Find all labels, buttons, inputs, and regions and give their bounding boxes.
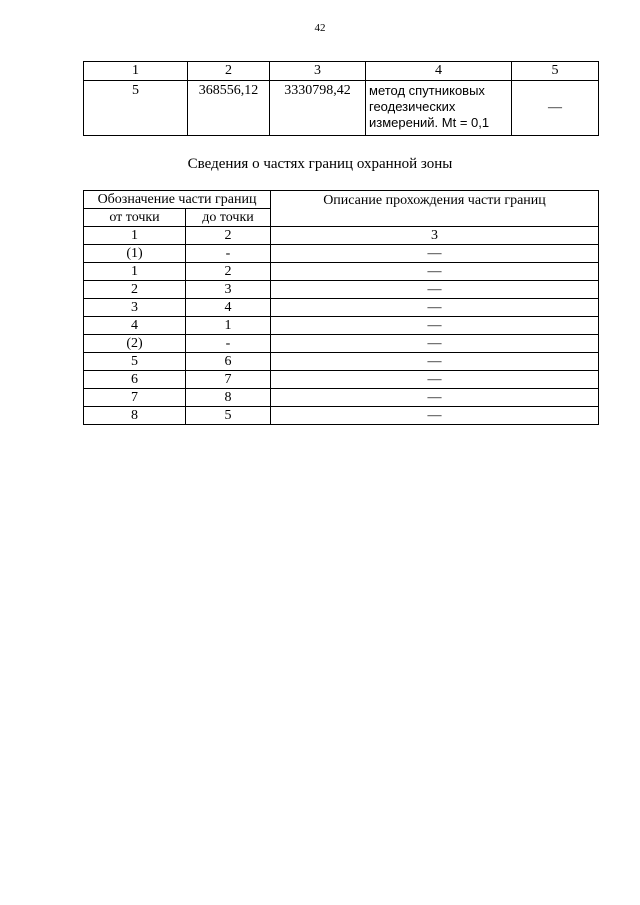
description-cell: —	[271, 281, 599, 299]
description-cell: —	[271, 335, 599, 353]
coordinates-data-row	[84, 81, 599, 136]
to-point-cell: 1	[186, 317, 271, 335]
from-point-cell: (2)	[84, 335, 186, 353]
boundary-desc-header: Описание прохождения части границ	[271, 191, 599, 227]
boundary-header-row-1	[84, 191, 599, 209]
to-point-cell: 8	[186, 389, 271, 407]
description-cell: —	[271, 299, 599, 317]
point-number-cell: 5	[84, 81, 188, 136]
from-point-cell: 4	[84, 317, 186, 335]
from-point-cell: 7	[84, 389, 186, 407]
boundary-parts-table	[83, 190, 599, 425]
to-point-cell: 7	[186, 371, 271, 389]
from-point-cell: 1	[84, 263, 186, 281]
table-row	[84, 263, 599, 281]
table-row	[84, 281, 599, 299]
from-point-cell: 2	[84, 281, 186, 299]
table-row	[84, 389, 599, 407]
description-cell: —	[271, 371, 599, 389]
description-cell: —	[271, 353, 599, 371]
to-point-cell: 3	[186, 281, 271, 299]
table-row	[84, 407, 599, 425]
from-point-cell: (1)	[84, 245, 186, 263]
table-row	[84, 335, 599, 353]
table-row	[84, 317, 599, 335]
method-line-2: геодезических	[369, 99, 456, 114]
from-point-cell: 6	[84, 371, 186, 389]
from-point-cell: 8	[84, 407, 186, 425]
table-row	[84, 299, 599, 317]
coordinates-col-3-header: 3	[270, 62, 366, 81]
section-title: Сведения о частях границ охранной зоны	[187, 156, 453, 172]
coordinates-col-1-header: 1	[84, 62, 188, 81]
method-cell	[366, 81, 512, 136]
col-number-2: 2	[186, 227, 271, 245]
coordinates-col-5-header: 5	[512, 62, 599, 81]
method-line-1: метод спутниковых	[369, 83, 485, 98]
method-line-3: измерений. Mt = 0,1	[369, 115, 490, 130]
to-point-cell: 6	[186, 353, 271, 371]
table-row	[84, 245, 599, 263]
boundary-group-header: Обозначение части границ	[84, 191, 271, 209]
page-number: 42	[314, 22, 326, 34]
description-cell: —	[271, 317, 599, 335]
from-point-cell: 5	[84, 353, 186, 371]
to-point-cell: -	[186, 245, 271, 263]
to-point-cell: 4	[186, 299, 271, 317]
col-number-1: 1	[84, 227, 186, 245]
coordinates-col-2-header: 2	[188, 62, 270, 81]
to-point-cell: -	[186, 335, 271, 353]
coordinates-table	[83, 61, 599, 136]
table-row	[84, 353, 599, 371]
coordinates-col-4-header: 4	[366, 62, 512, 81]
boundary-col-numbers-row	[84, 227, 599, 245]
description-cell: —	[271, 245, 599, 263]
from-point-header: от точки	[84, 209, 186, 227]
y-coordinate-cell: 3330798,42	[270, 81, 366, 136]
to-point-cell: 2	[186, 263, 271, 281]
description-cell: —	[271, 263, 599, 281]
description-cell: —	[271, 407, 599, 425]
description-cell: —	[271, 389, 599, 407]
to-point-header: до точки	[186, 209, 271, 227]
col-number-3: 3	[271, 227, 599, 245]
to-point-cell: 5	[186, 407, 271, 425]
from-point-cell: 3	[84, 299, 186, 317]
table-row	[84, 371, 599, 389]
description-cell: —	[512, 81, 599, 136]
coordinates-header-row	[84, 62, 599, 81]
x-coordinate-cell: 368556,12	[188, 81, 270, 136]
